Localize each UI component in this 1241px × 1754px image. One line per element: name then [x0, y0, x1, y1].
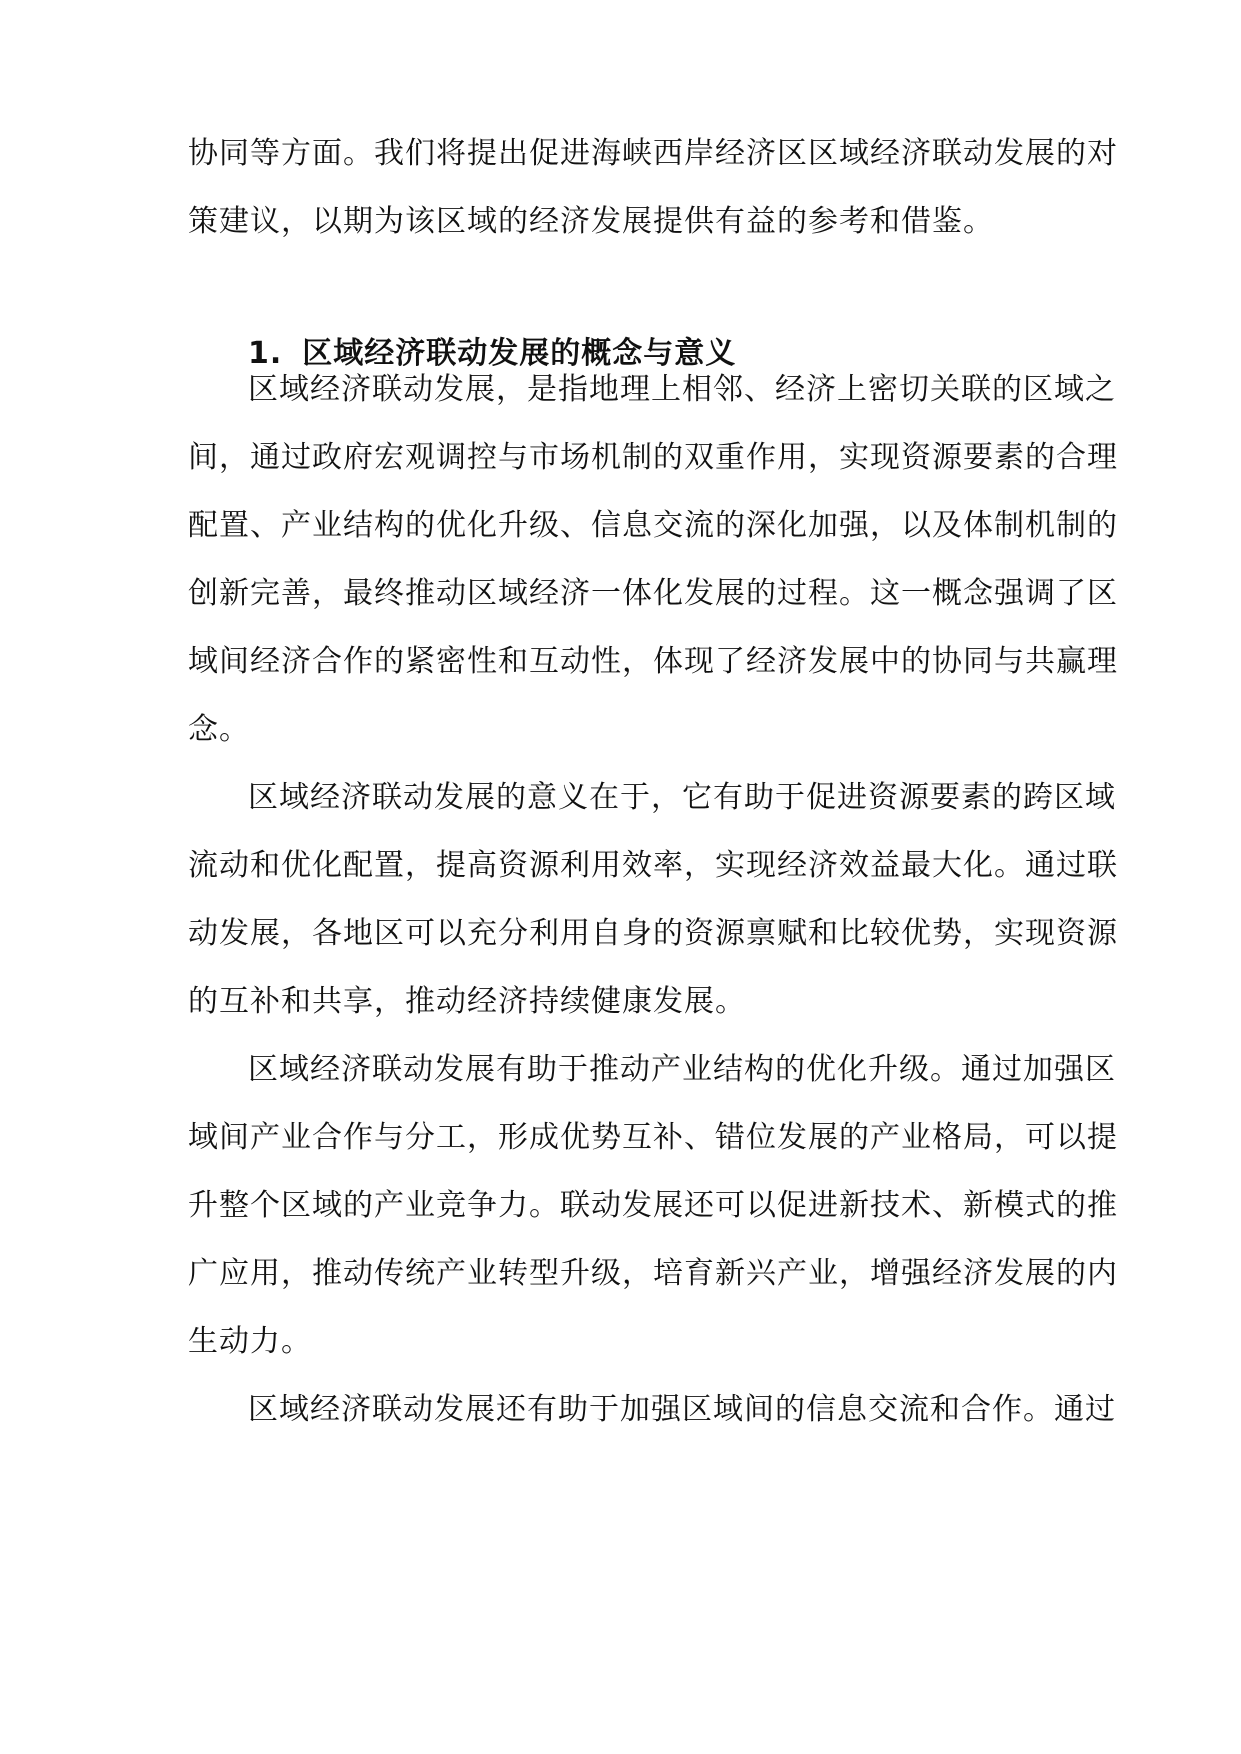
paragraph-line: 创新完善，最终推动区域经济一体化发展的过程。这一概念强调了区	[188, 576, 1118, 611]
section-number: 1.	[248, 336, 283, 371]
paragraph-line: 念。	[188, 712, 250, 747]
paragraph-line: 域间经济合作的紧密性和互动性，体现了经济发展中的协同与共赢理	[188, 644, 1118, 679]
paragraph-line: 域间产业合作与分工，形成优势互补、错位发展的产业格局，可以提	[188, 1120, 1118, 1155]
section-heading	[248, 334, 736, 374]
paragraph-line: 区域经济联动发展的意义在于，它有助于促进资源要素的跨区域	[248, 780, 1116, 815]
text-line: 协同等方面。我们将提出促进海峡西岸经济区区域经济联动发展的对	[188, 136, 1118, 171]
paragraph-line: 流动和优化配置，提高资源利用效率，实现经济效益最大化。通过联	[188, 848, 1118, 883]
paragraph-line: 生动力。	[188, 1324, 312, 1359]
paragraph-line: 配置、产业结构的优化升级、信息交流的深化加强，以及体制机制的	[188, 508, 1118, 543]
paragraph-line: 动发展，各地区可以充分利用自身的资源禀赋和比较优势，实现资源	[188, 916, 1118, 951]
paragraph-line: 区域经济联动发展还有助于加强区域间的信息交流和合作。通过	[248, 1392, 1116, 1427]
paragraph-line: 区域经济联动发展有助于推动产业结构的优化升级。通过加强区	[248, 1052, 1116, 1087]
paragraph-line: 区域经济联动发展，是指地理上相邻、经济上密切关联的区域之	[248, 372, 1116, 407]
paragraph-line: 的互补和共享，推动经济持续健康发展。	[188, 984, 746, 1019]
paragraph-line: 间，通过政府宏观调控与市场机制的双重作用，实现资源要素的合理	[188, 440, 1118, 475]
section-title: 区域经济联动发展的概念与意义	[302, 336, 737, 371]
paragraph-line: 升整个区域的产业竞争力。联动发展还可以促进新技术、新模式的推	[188, 1188, 1118, 1223]
paragraph-line: 广应用，推动传统产业转型升级，培育新兴产业，增强经济发展的内	[188, 1256, 1118, 1291]
text-line: 策建议，以期为该区域的经济发展提供有益的参考和借鉴。	[188, 204, 994, 239]
